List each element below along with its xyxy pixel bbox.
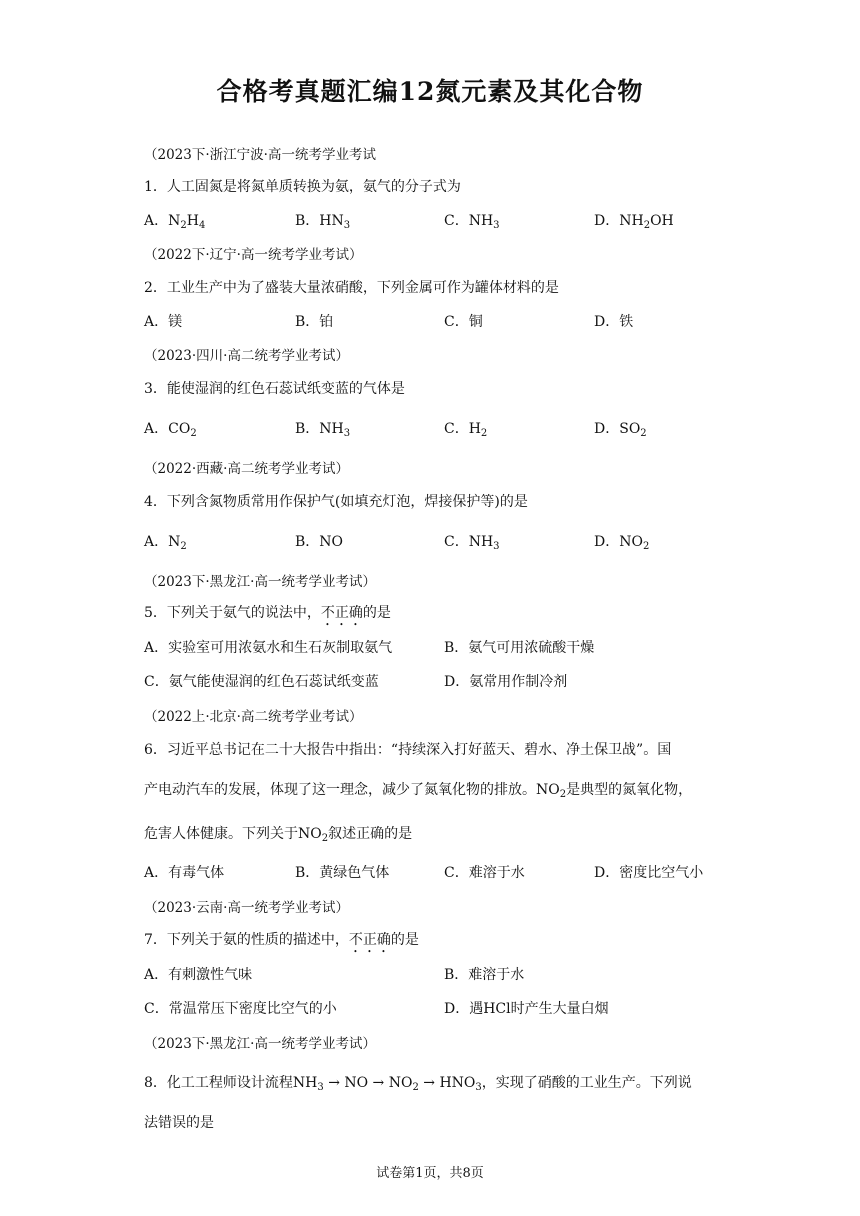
- question-source: （2023·云南·高一统考学业考试）: [144, 900, 349, 916]
- option-a: A．有毒气体: [144, 865, 225, 881]
- emphasis-not-correct: 不正确: [320, 605, 363, 621]
- option-d: D．铁: [594, 314, 634, 330]
- option-c: C．$NH_3$: [444, 213, 500, 231]
- question-stem: 8．化工工程师设计流程$NH_3$ → NO → $NO_2 \to HNO_3$，实现了硝酸的工业生产。下列说: [144, 1075, 692, 1093]
- question-stem: 7．下列关于氨的性质的描述中，不正确的是: [144, 932, 419, 948]
- option-b: B．黄绿色气体: [295, 865, 390, 881]
- question-source: （2022下·辽宁·高一统考学业考试）: [144, 247, 363, 263]
- question-source: （2023下·黑龙江·高一统考学业考试）: [144, 574, 376, 590]
- option-c: C．氨气能使湿润的红色石蕊试纸变蓝: [144, 674, 379, 690]
- emphasis-not-correct: 不正确: [348, 932, 391, 948]
- question-stem: 2．工业生产中为了盛装大量浓硝酸，下列金属可作为罐体材料的是: [144, 280, 559, 296]
- option-c: C．$NH_3$: [444, 534, 500, 552]
- option-d: D．遇HCl时产生大量白烟: [444, 1001, 609, 1017]
- question-stem-line-2: 产电动汽车的发展，体现了这一理念，减少了氮氧化物的排放。$NO_2$是典型的氮氧化物，: [144, 782, 693, 800]
- question-source: （2022·西藏·高二统考学业考试）: [144, 461, 349, 477]
- option-c: C．常温常压下密度比空气的小: [144, 1001, 337, 1017]
- option-b: B．氨气可用浓硫酸干燥: [444, 640, 595, 656]
- question-stem: 4．下列含氮物质常用作保护气(如填充灯泡，焊接保护等)的是: [144, 494, 528, 510]
- page-footer: 试卷第1页，共8页: [376, 1166, 484, 1181]
- option-c: C．$H_2$: [444, 421, 488, 439]
- option-d: D．氨常用作制冷剂: [444, 674, 568, 690]
- option-c: C．难溶于水: [444, 865, 525, 881]
- option-c: C．铜: [444, 314, 483, 330]
- question-source: （2023·四川·高二统考学业考试）: [144, 348, 349, 364]
- option-b: B．铂: [295, 314, 334, 330]
- option-d: D．密度比空气小: [594, 865, 704, 881]
- option-a: A．$CO_2$: [144, 421, 197, 439]
- question-stem-line-2: 法错误的是: [144, 1115, 214, 1131]
- option-b: B．$NH_3$: [295, 421, 351, 439]
- question-stem-line-3: 危害人体健康。下列关于$NO_2$叙述正确的是: [144, 826, 413, 844]
- page-title: 合格考真题汇编12氮元素及其化合物: [216, 77, 644, 106]
- option-b: B．$HN_3$: [295, 213, 351, 231]
- option-a: A．实验室可用浓氨水和生石灰制取氨气: [144, 640, 393, 656]
- question-source: （2022上·北京·高二统考学业考试）: [144, 709, 363, 725]
- option-a: A．$N_2$: [144, 534, 187, 552]
- question-stem: 6．习近平总书记在二十大报告中指出：“持续深入打好蓝天、碧水、净土保卫战”。国: [144, 742, 672, 758]
- option-a: A．有刺激性气味: [144, 967, 253, 983]
- question-source: （2023下·黑龙江·高一统考学业考试）: [144, 1036, 376, 1052]
- option-b: B．难溶于水: [444, 967, 525, 983]
- question-stem: 5．下列关于氨气的说法中，不正确的是: [144, 605, 391, 621]
- option-a: A．镁: [144, 314, 183, 330]
- option-b: B．NO: [295, 534, 344, 550]
- question-stem: 1．人工固氮是将氮单质转换为氨，氨气的分子式为: [144, 179, 461, 195]
- question-stem: 3．能使湿润的红色石蕊试纸变蓝的气体是: [144, 381, 405, 397]
- option-d: D．$SO_2$: [594, 421, 647, 439]
- option-d: D．$NO_2$: [594, 534, 650, 552]
- option-d: D．$NH_2OH$: [594, 213, 674, 231]
- question-source: （2023下·浙江宁波·高一统考学业考试: [144, 147, 376, 163]
- option-a: A．$N_2H_4$: [144, 213, 206, 231]
